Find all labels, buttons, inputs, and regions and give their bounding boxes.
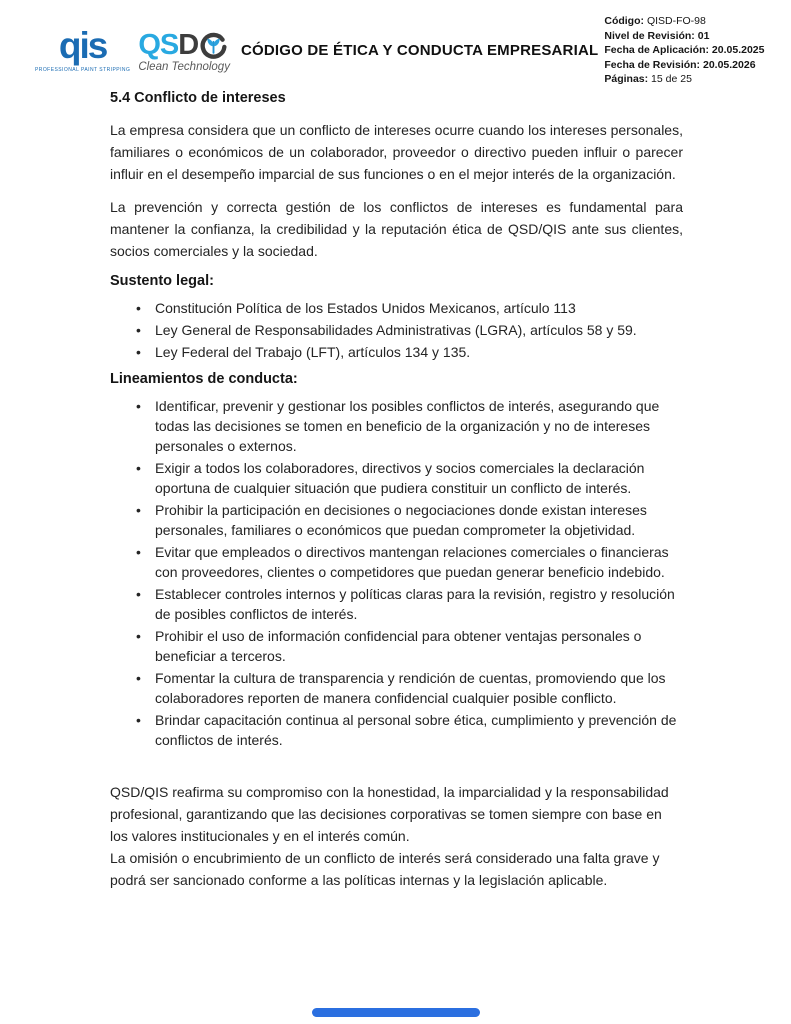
meta-row-codigo (604, 14, 791, 29)
qis-logo-tagline: PROFESSIONAL PAINT STRIPPING (35, 67, 131, 74)
document-title: CÓDIGO DE ÉTICA Y CONDUCTA EMPRESARIAL (241, 41, 599, 59)
list-item: • Prohibir el uso de información confidencial para obtener ventajas personales o beneficiar a terceros. (155, 626, 683, 666)
list-item: • Ley General de Responsabilidades Administrativas (LGRA), artículos 58 y 59. (155, 320, 683, 340)
legal-heading: Sustento legal: (110, 273, 214, 289)
recycle-leaf-icon (199, 31, 228, 60)
section-heading: 5.4 Conflicto de intereses (110, 90, 286, 106)
closing-paragraph-2: La omisión o encubrimiento de un conflicto de interés será considerado una falta grave y podrá ser sancionado conforme a las políticas internas y la legislación aplicable. (110, 850, 660, 888)
meta-value: 01 (697, 29, 710, 42)
legal-list (110, 298, 683, 362)
qis-logo-text: qis (58, 25, 107, 67)
list-item: • Brindar capacitación continua al personal sobre ética, cumplimiento y prevención de conflictos de interés. (155, 710, 683, 750)
list-item: • Establecer controles internos y políticas claras para la revisión, registro y resolución de posibles conflictos de interés. (155, 584, 683, 624)
meta-label: Fecha de Revisión: (604, 58, 701, 71)
list-item: • Prohibir la participación en decisiones o negociaciones donde existan intereses personales, familiares o económicos que puedan comprometer la objetividad. (155, 500, 683, 540)
qsd-logo-text-d: D (178, 29, 199, 62)
meta-row-paginas (604, 72, 791, 87)
qsd-logo-text-qs: QS (138, 29, 179, 62)
page-header (35, 14, 783, 87)
qis-logo (35, 27, 130, 73)
meta-label: Fecha de Aplicación: (604, 44, 709, 56)
title-container (235, 42, 604, 59)
list-item: • Ley Federal del Trabajo (LFT), artículos 134 y 135. (155, 342, 683, 362)
document-content (110, 90, 683, 891)
meta-value: 20.05.2026 (702, 58, 756, 71)
closing-paragraph-1: QSD/QIS reafirma su compromiso con la honestidad, la imparcialidad y la responsabilidad profesional, garantizando que las decisiones corporativas se tomen siempre con base en los valores institucionales y en el interés común. (110, 784, 669, 844)
meta-row-nivel-revision (604, 29, 791, 44)
paragraph-intro-1: La empresa considera que un conflicto de intereses ocurre cuando los intereses personales, familiares o económicos de un colaborador, proveedor o directivo pueden influir o parecer influir en el desempeño imparcial de sus funciones o en el mejor interés de la organización. (110, 122, 683, 182)
qsd-logo-tagline: Clean Technology (138, 61, 230, 74)
logo-group (35, 27, 235, 73)
list-item: • Evitar que empleados o directivos mantengan relaciones comerciales o financieras con proveedores, clientes o competidores que puedan generar beneficio indebido. (155, 542, 683, 582)
list-item: • Fomentar la cultura de transparencia y rendición de cuentas, promoviendo que los colaboradores reporten de manera confidencial cualquier posible conflicto. (155, 668, 683, 708)
document-meta-block (604, 14, 791, 87)
list-item: • Identificar, prevenir y gestionar los posibles conflictos de interés, asegurando que todas las decisiones se tomen en beneficio de la organización y no de intereses personales o externos. (155, 396, 683, 456)
guidelines-list (110, 396, 683, 750)
meta-label: Nivel de Revisión: (604, 29, 695, 42)
meta-label: Páginas: (604, 73, 649, 85)
meta-row-fecha-aplicacion (604, 43, 791, 58)
qsd-logo (138, 30, 230, 73)
paragraph-intro-2: La prevención y correcta gestión de los conflictos de intereses es fundamental para mantener la confianza, la credibilidad y la reputación ética de QSD/QIS ante sus clientes, socios comerciales y la sociedad. (110, 199, 683, 259)
meta-value: 15 de 25 (651, 73, 692, 85)
guidelines-heading: Lineamientos de conducta: (110, 371, 298, 387)
bottom-accent-bar (312, 1008, 480, 1017)
closing-block (110, 781, 683, 891)
meta-label: Código: (604, 15, 645, 27)
meta-value: QISD-FO-98 (646, 15, 706, 27)
list-item: • Exigir a todos los colaboradores, directivos y socios comerciales la declaración oportuna de cualquier situación que pudiera constituir un conflicto de interés. (155, 458, 683, 498)
list-item: • Constitución Política de los Estados Unidos Mexicanos, artículo 113 (155, 298, 683, 318)
meta-row-fecha-revision (604, 58, 791, 73)
meta-value: 20.05.2025 (711, 44, 765, 56)
